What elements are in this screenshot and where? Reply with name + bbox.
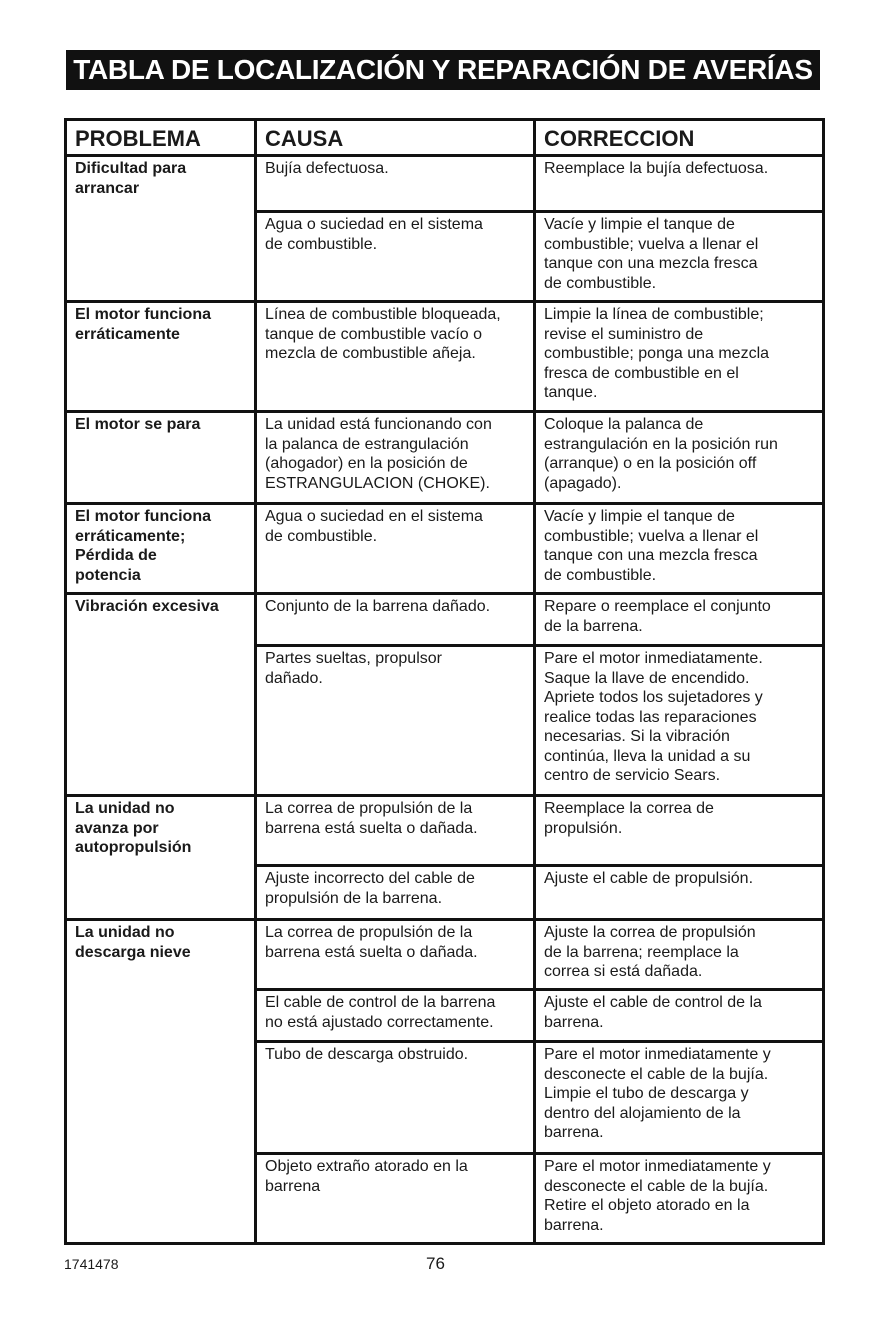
correction-cell: Reemplace la bujía defectuosa. [535, 156, 824, 212]
problem-cell: El motor funciona erráticamente [66, 302, 256, 412]
table-row [66, 302, 824, 412]
problem-cell: Dificultad para arrancar [66, 156, 256, 302]
cause-cell: Agua o suciedad en el sistema de combustible. [256, 504, 535, 594]
cause-cell: Partes sueltas, propulsor dañado. [256, 646, 535, 796]
cause-cell: Bujía defectuosa. [256, 156, 535, 212]
table-row [66, 504, 824, 594]
cause-cell: La unidad está funcionando con la palanca de estrangulación (ahogador) en la posición de ESTRANGULACION (CHOKE). [256, 412, 535, 504]
correction-cell: Pare el motor inmediatamente y desconecte el cable de la bujía. Limpie el tubo de descarga y dentro del alojamiento de la barrena. [535, 1042, 824, 1154]
problem-cell: La unidad no avanza por autopropulsión [66, 796, 256, 920]
troubleshooting-table [64, 118, 825, 1245]
problem-cell: El motor funciona erráticamente; Pérdida de potencia [66, 504, 256, 594]
problem-cell: Vibración excesiva [66, 594, 256, 796]
correction-cell: Coloque la palanca de estrangulación en la posición run (arranque) o en la posición off (apagado). [535, 412, 824, 504]
correction-cell: Repare o reemplace el conjunto de la barrena. [535, 594, 824, 646]
table-row [66, 412, 824, 504]
correction-cell: Reemplace la correa de propulsión. [535, 796, 824, 866]
cause-cell: Línea de combustible bloqueada, tanque de combustible vacío o mezcla de combustible añeja. [256, 302, 535, 412]
cause-cell: La correa de propulsión de la barrena está suelta o dañada. [256, 796, 535, 866]
page-title: TABLA DE LOCALIZACIÓN Y REPARACIÓN DE AVERÍAS [66, 50, 820, 90]
table-header-row [66, 120, 824, 156]
column-header-correction: CORRECCION [535, 120, 824, 156]
table-row [66, 594, 824, 646]
table-row [66, 796, 824, 866]
table-row [66, 920, 824, 990]
correction-cell: Ajuste el cable de control de la barrena. [535, 990, 824, 1042]
correction-cell: Ajuste la correa de propulsión de la barrena; reemplace la correa si está dañada. [535, 920, 824, 990]
correction-cell: Ajuste el cable de propulsión. [535, 866, 824, 920]
cause-cell: Objeto extraño atorado en la barrena [256, 1154, 535, 1244]
document-code: 1741478 [64, 1256, 119, 1272]
cause-cell: La correa de propulsión de la barrena está suelta o dañada. [256, 920, 535, 990]
column-header-cause: CAUSA [256, 120, 535, 156]
problem-cell: La unidad no descarga nieve [66, 920, 256, 1244]
cause-cell: Tubo de descarga obstruido. [256, 1042, 535, 1154]
cause-cell: Agua o suciedad en el sistema de combustible. [256, 212, 535, 302]
correction-cell: Pare el motor inmediatamente. Saque la llave de encendido. Apriete todos los sujetadores y realice todas las reparaciones necesarias. Si la vibración continúa, lleva la unidad a su centro de servicio Sears. [535, 646, 824, 796]
correction-cell: Pare el motor inmediatamente y desconecte el cable de la bujía. Retire el objeto atorado en la barrena. [535, 1154, 824, 1244]
problem-cell: El motor se para [66, 412, 256, 504]
correction-cell: Vacíe y limpie el tanque de combustible; vuelva a llenar el tanque con una mezcla fresca de combustible. [535, 504, 824, 594]
column-header-problem: PROBLEMA [66, 120, 256, 156]
cause-cell: Ajuste incorrecto del cable de propulsión de la barrena. [256, 866, 535, 920]
table-row [66, 156, 824, 212]
correction-cell: Vacíe y limpie el tanque de combustible; vuelva a llenar el tanque con una mezcla fresca de combustible. [535, 212, 824, 302]
cause-cell: Conjunto de la barrena dañado. [256, 594, 535, 646]
page-number: 76 [426, 1254, 445, 1273]
correction-cell: Limpie la línea de combustible; revise el suministro de combustible; ponga una mezcla fresca de combustible en el tanque. [535, 302, 824, 412]
cause-cell: El cable de control de la barrena no está ajustado correctamente. [256, 990, 535, 1042]
